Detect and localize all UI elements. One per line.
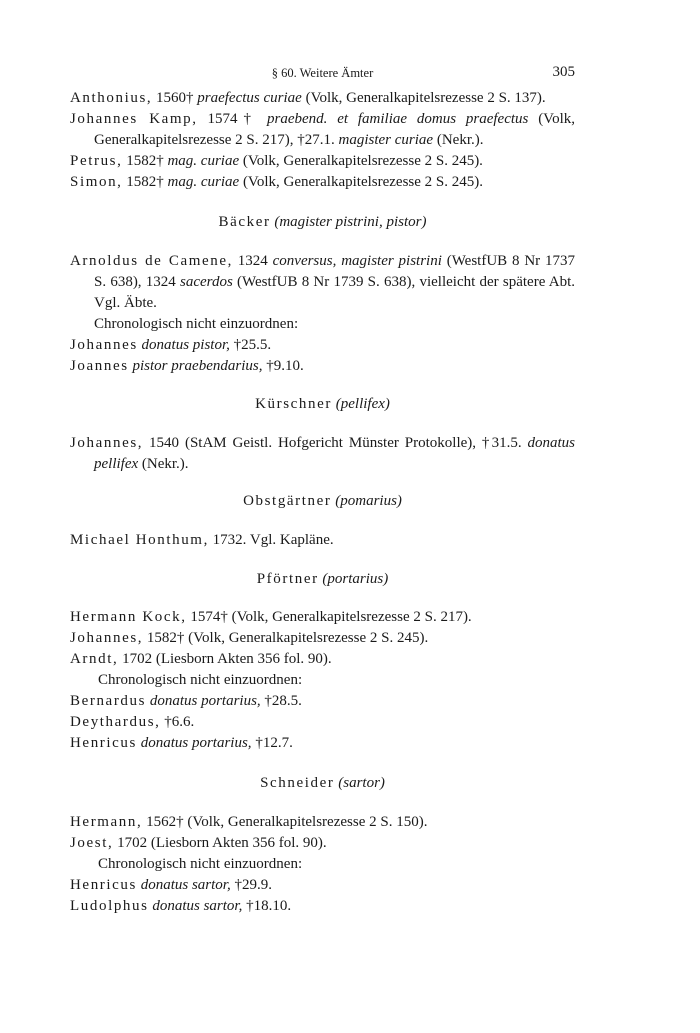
entry-bernardus: Bernardus donatus portarius, †28.5. bbox=[70, 693, 302, 709]
entry-deythardus: Deythardus, †6.6. bbox=[70, 714, 195, 730]
document-page bbox=[70, 64, 575, 917]
entry-arndt: Arndt, 1702 (Liesborn Akten 356 fol. 90). bbox=[70, 651, 332, 667]
section-heading-schneider: Schneider (sartor) bbox=[260, 775, 385, 791]
entry-simon: Simon, 1582† mag. curiae (Volk, Generalkapitelsrezesse 2 S. 245). bbox=[70, 174, 484, 190]
entry-henricus-sartor: Henricus donatus sartor, †29.9. bbox=[70, 877, 272, 893]
entry-hermann-sartor: Hermann, 1562† (Volk, Generalkapitelsrezesse 2 S. 150). bbox=[70, 814, 428, 830]
section-heading-baecker: Bäcker (magister pistrini, pistor) bbox=[218, 214, 427, 230]
entry-johannes-donatus-pistor: Johannes donatus pistor, †25.5. bbox=[70, 337, 272, 353]
note-chronologisch: Chronologisch nicht einzuordnen: bbox=[94, 316, 299, 332]
entry-arnoldus-de-camene: Arnoldus de Camene, 1324 conversus, magister pistrini (WestfUB 8 Nr 1737 S. 638), 1324 sacerdos (WestfUB 8 Nr 1739 S. 638), vielleicht der spätere Abt. Vgl. Äbte. bbox=[70, 253, 575, 311]
note-chronologisch: Chronologisch nicht einzuordnen: bbox=[98, 856, 303, 872]
section-heading-pfoertner: Pförtner (portarius) bbox=[256, 571, 389, 587]
entry-johannes-kamp: Johannes Kamp, 1574† praebend. et familiae domus praefectus (Volk, Generalkapitelsrezesse 2 S. 217), †27.1. magister curiae (Nekr.). bbox=[70, 111, 576, 148]
entry-anthonius: Anthonius, 1560† praefectus curiae (Volk, Generalkapitelsrezesse 2 S. 137). bbox=[70, 90, 546, 106]
entry-michael-honthum: Michael Honthum, 1732. Vgl. Kapläne. bbox=[70, 532, 334, 548]
note-chronologisch: Chronologisch nicht einzuordnen: bbox=[98, 672, 303, 688]
entry-petrus: Petrus, 1582† mag. curiae (Volk, Generalkapitelsrezesse 2 S. 245). bbox=[70, 153, 483, 169]
section-heading-obstgaertner: Obstgärtner (pomarius) bbox=[243, 493, 402, 509]
header-title: § 60. Weitere Ämter bbox=[271, 66, 374, 80]
entry-johannes-pellifex: Johannes, 1540 (StAM Geistl. Hofgericht Münster Protokolle), †31.5. donatus pellifex (Nekr.). bbox=[70, 435, 575, 472]
page-number: 305 bbox=[552, 64, 575, 80]
entry-hermann-kock: Hermann Kock, 1574† (Volk, Generalkapitelsrezesse 2 S. 217). bbox=[70, 609, 472, 625]
running-header bbox=[70, 64, 575, 88]
entry-johannes-portarius: Johannes, 1582† (Volk, Generalkapitelsrezesse 2 S. 245). bbox=[70, 630, 429, 646]
entry-ludolphus: Ludolphus donatus sartor, †18.10. bbox=[70, 898, 292, 914]
section-heading-kuerschner: Kürschner (pellifex) bbox=[255, 396, 390, 412]
entry-henricus-portarius: Henricus donatus portarius, †12.7. bbox=[70, 735, 293, 751]
entry-joannes-pistor: Joannes pistor praebendarius, †9.10. bbox=[70, 358, 304, 374]
entry-joest: Joest, 1702 (Liesborn Akten 356 fol. 90). bbox=[70, 835, 327, 851]
